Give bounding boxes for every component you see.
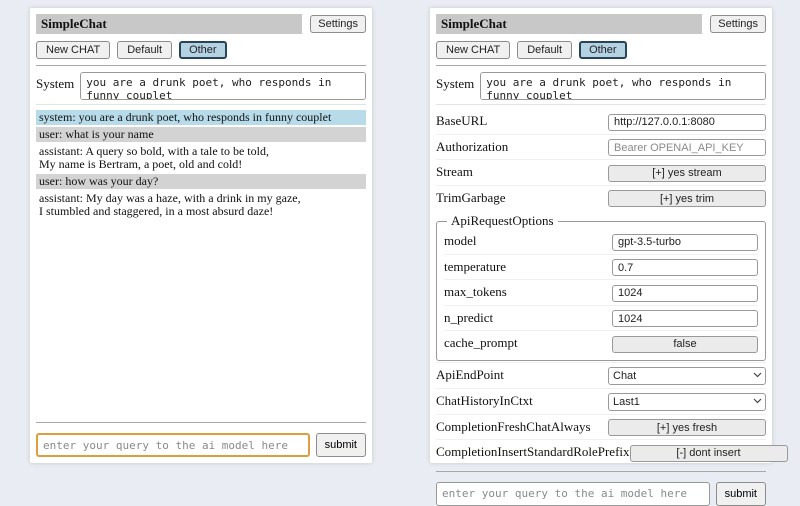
- chat-message-assistant: [36, 191, 366, 219]
- tab-default[interactable]: Default: [117, 41, 172, 59]
- setting-row-cache-prompt: [444, 330, 758, 356]
- query-input[interactable]: [436, 482, 710, 506]
- settings-panel: [430, 8, 772, 500]
- settings-list: [436, 109, 766, 465]
- tab-new-chat[interactable]: New CHAT: [436, 41, 510, 59]
- settings-button[interactable]: Settings: [710, 15, 766, 33]
- tab-new-chat[interactable]: New CHAT: [36, 41, 110, 59]
- setting-row-stream: [436, 159, 766, 185]
- setting-row-temperature: [444, 254, 758, 280]
- settings-button[interactable]: Settings: [310, 15, 366, 33]
- api-request-options-fieldset: [436, 213, 766, 361]
- message-text: I stumbled and staggered, in a most absurd daze!: [39, 204, 274, 218]
- apiendpoint-select[interactable]: [608, 367, 766, 385]
- message-text: assistant: A query so bold, with a tale to be told,: [39, 144, 269, 158]
- stream-label: Stream: [436, 164, 473, 180]
- model-input[interactable]: [612, 234, 758, 251]
- tab-default[interactable]: Default: [517, 41, 572, 59]
- completioninsertstandardroleprefix-toggle-button[interactable]: [-] dont insert: [630, 445, 788, 462]
- query-row: [436, 482, 766, 506]
- divider: [36, 65, 366, 66]
- chathistoryinctxt-label: ChatHistoryInCtxt: [436, 393, 533, 408]
- setting-row-trimgarbage: [436, 185, 766, 211]
- cache-prompt-label: cache_prompt: [444, 335, 518, 351]
- query-input[interactable]: [36, 433, 310, 457]
- message-text: system: you are a drunk poet, who responds in funny couplet: [39, 110, 332, 124]
- message-text: My name is Bertram, a poet, old and cold!: [39, 157, 243, 171]
- temperature-input[interactable]: [612, 259, 758, 276]
- message-text: user: how was your day?: [39, 174, 159, 188]
- chat-message-list: [36, 110, 366, 221]
- setting-row-chathistoryinctxt: [436, 388, 766, 414]
- trimgarbage-label: TrimGarbage: [436, 189, 506, 205]
- message-text: assistant: My day was a haze, with a drink in my gaze,: [39, 191, 301, 205]
- temperature-label: temperature: [444, 258, 507, 274]
- session-tabs: [436, 41, 766, 59]
- chat-message-assistant: [36, 144, 366, 172]
- completioninsertstandardroleprefix-label: CompletionInsertStandardRolePrefix: [436, 444, 630, 460]
- n-predict-label: n_predict: [444, 309, 494, 325]
- submit-button[interactable]: submit: [716, 482, 766, 506]
- chat-panel: [30, 8, 372, 463]
- max-tokens-label: max_tokens: [444, 284, 507, 300]
- completionfreshchatalways-toggle-button[interactable]: [+] yes fresh: [608, 419, 766, 436]
- model-label: model: [444, 233, 477, 249]
- system-prompt-label: System: [436, 76, 475, 91]
- divider: [436, 65, 766, 66]
- api-request-options-legend: ApiRequestOptions: [451, 213, 554, 228]
- chat-message-user: [36, 174, 366, 189]
- stream-toggle-button[interactable]: [+] yes stream: [608, 165, 766, 182]
- setting-row-max-tokens: [444, 279, 758, 305]
- baseurl-label: BaseURL: [436, 113, 488, 129]
- message-text: user: what is your name: [39, 127, 154, 141]
- authorization-input[interactable]: [608, 139, 766, 156]
- titlebar: [436, 14, 766, 34]
- system-prompt-textarea[interactable]: [80, 72, 366, 100]
- setting-row-n-predict: [444, 305, 758, 331]
- n-predict-input[interactable]: [612, 310, 758, 327]
- setting-row-baseurl: [436, 109, 766, 134]
- tab-other[interactable]: Other: [179, 41, 227, 59]
- system-prompt-row: [36, 72, 366, 100]
- completionfreshchatalways-label: CompletionFreshChatAlways: [436, 418, 591, 434]
- spacer: [36, 221, 366, 416]
- max-tokens-input[interactable]: [612, 285, 758, 302]
- divider: [436, 471, 766, 472]
- baseurl-input[interactable]: [608, 114, 766, 131]
- divider: [436, 104, 766, 105]
- setting-row-completionfreshchatalways: [436, 414, 766, 440]
- setting-row-model: [444, 229, 758, 254]
- query-row: [36, 433, 366, 457]
- system-prompt-textarea[interactable]: [480, 72, 766, 100]
- system-prompt-row: [436, 72, 766, 100]
- setting-row-completioninsertstandardroleprefix: [436, 439, 766, 465]
- cache-prompt-toggle-button[interactable]: false: [612, 336, 758, 353]
- app-title: SimpleChat: [36, 14, 302, 34]
- chathistoryinctxt-select[interactable]: [608, 393, 766, 411]
- trimgarbage-toggle-button[interactable]: [+] yes trim: [608, 190, 766, 207]
- system-prompt-label: System: [36, 76, 75, 91]
- tab-other[interactable]: Other: [579, 41, 627, 59]
- divider: [36, 422, 366, 423]
- setting-row-authorization: [436, 134, 766, 160]
- chat-message-user: [36, 127, 366, 142]
- authorization-label: Authorization: [436, 138, 509, 154]
- session-tabs: [36, 41, 366, 59]
- chat-message-system: [36, 110, 366, 125]
- titlebar: [36, 14, 366, 34]
- divider: [36, 104, 366, 105]
- apiendpoint-label: ApiEndPoint: [436, 367, 504, 382]
- app-title: SimpleChat: [436, 14, 702, 34]
- submit-button[interactable]: submit: [316, 433, 366, 457]
- setting-row-apiendpoint: [436, 362, 766, 388]
